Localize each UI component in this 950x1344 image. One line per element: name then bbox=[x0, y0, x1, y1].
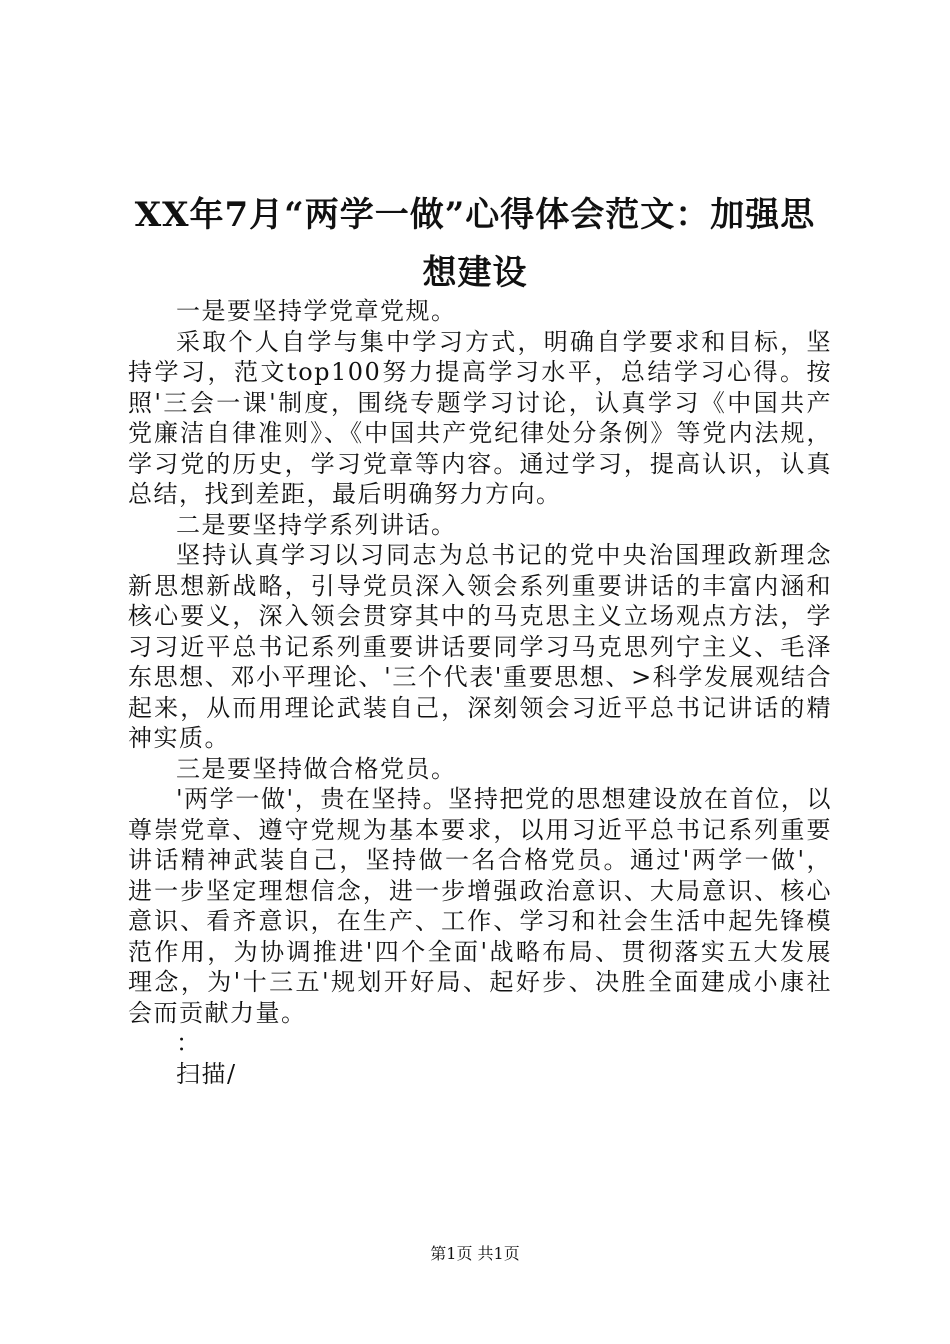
paragraph-heading-3: 三是要坚持做合格党员。 bbox=[176, 754, 457, 783]
document-body bbox=[128, 296, 832, 1089]
paragraph-heading-1: 一是要坚持学党章党规。 bbox=[176, 297, 457, 325]
page-footer: 第1页 共1页 bbox=[430, 1244, 520, 1263]
paragraph-2: 坚持认真学习以习同志为总书记的党中央治国理政新理念新思想新战略，引导党员深入领会系列重要讲话的丰富内涵和核心要义，深入领会贯穿其中的马克思主义立场观点方法，学习习近平总书记系列重要讲话要同学习马克思列宁主义、毛泽东思想、邓小平理论、'三个代表'重要思想、>科学发展观结合起来，从而用理论武装自己，深刻领会习近平总书记讲话的精神实质。 bbox=[128, 541, 832, 752]
paragraph-3: '两学一做'，贵在坚持。坚持把党的思想建设放在首位，以尊崇党章、遵守党规为基本要求，以用习近平总书记系列重要讲话精神武装自己，坚持做一名合格党员。通过'两学一做'，进一步坚定理想信念，进一步增强政治意识、大局意识、核心意识、看齐意识，在生产、工作、学习和社会生活中起先锋模范作用，为协调推进'四个全面'战略布局、贯彻落实五大发展理念，为'十三五'规划开好局、起好步、决胜全面建成小康社会而贡献力量。 bbox=[128, 785, 832, 1027]
paragraph-1: 采取个人自学与集中学习方式，明确自学要求和目标，坚持学习，范文top100努力提高学习水平，总结学习心得。按照'三会一课'制度，围绕专题学习讨论，认真学习《中国共产党廉洁自律准则》、《中国共产党纪律处分条例》等党内法规，学习党的历史，学习党章等内容。通过学习，提高认识，认真总结，找到差距，最后明确努力方向。 bbox=[128, 327, 832, 508]
paragraph-colon: ： bbox=[176, 1029, 202, 1057]
document-title: XX年7月“两学一做”心得体会范文：加强思想建设 bbox=[134, 195, 816, 293]
paragraph-scan: 扫描/ bbox=[176, 1059, 237, 1088]
paragraph-heading-2: 二是要坚持学系列讲话。 bbox=[176, 510, 457, 539]
